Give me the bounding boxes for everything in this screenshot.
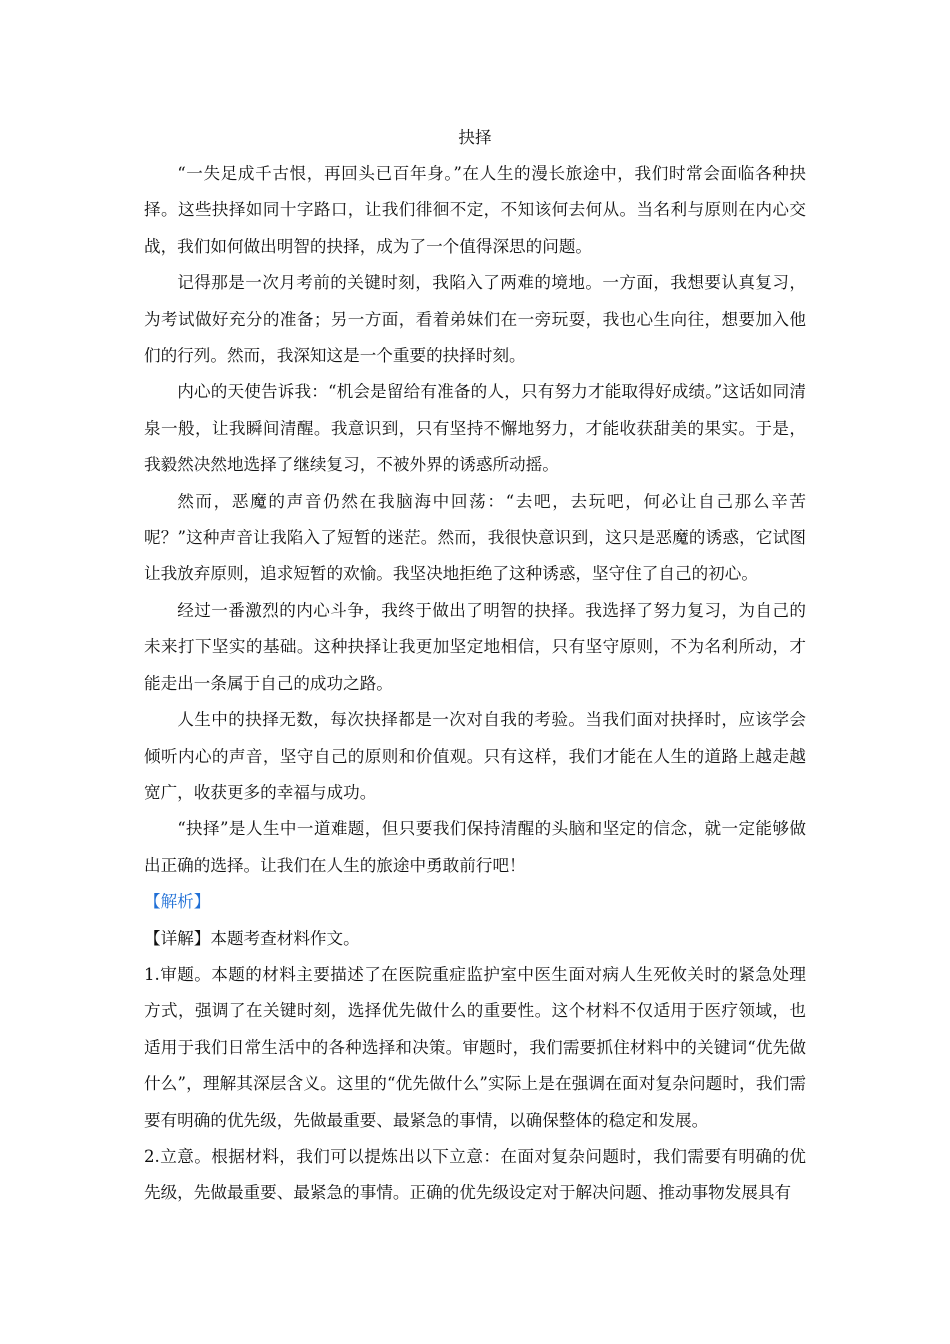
essay-paragraph: “一失足成千古恨，再回头已百年身。”在人生的漫长旅途中，我们时常会面临各种抉择。这些抉择如同十字路口，让我们徘徊不定，不知该何去何从。当名利与原则在内心交战，我们如何做出明智的抉择，成为了一个值得深思的问题。 bbox=[144, 164, 806, 256]
analysis-heading: 【解析】 bbox=[144, 892, 211, 912]
analysis-point: 2.立意。根据材料，我们可以提炼出以下立意：在面对复杂问题时，我们需要有明确的优先级，先做最重要、最紧急的事情。正确的优先级设定对于解决问题、推动事物发展具有 bbox=[144, 1146, 806, 1203]
analysis-detail: 【详解】本题考查材料作文。 bbox=[144, 928, 360, 948]
analysis-point: 1.审题。本题的材料主要描述了在医院重症监护室中医生面对病人生死攸关时的紧急处理方式，强调了在关键时刻，选择优先做什么的重要性。这个材料不仅适用于医疗领域，也适用于我们日常生活中的各种选择和决策。审题时，我们需要抓住材料中的关键词“优先做什么”，理解其深层含义。这里的“优先做什么”实际上是在强调在面对复杂问题时，我们需要有明确的优先级，先做最重要、最紧急的事情，以确保整体的稳定和发展。 bbox=[144, 964, 806, 1130]
essay-paragraph: 经过一番激烈的内心斗争，我终于做出了明智的抉择。我选择了努力复习，为自己的未来打下坚实的基础。这种抉择让我更加坚定地相信，只有坚守原则，不为名利所动，才能走出一条属于自己的成功之路。 bbox=[144, 600, 806, 693]
essay-paragraph: 内心的天使告诉我：“机会是留给有准备的人，只有努力才能取得好成绩。”这话如同清泉一般，让我瞬间清醒。我意识到，只有坚持不懈地努力，才能收获甜美的果实。于是，我毅然决然地选择了继续复习，不被外界的诱惑所动摇。 bbox=[144, 382, 806, 475]
essay-paragraph: 然而，恶魔的声音仍然在我脑海中回荡：“去吧，去玩吧，何必让自己那么辛苦呢？”这种声音让我陷入了短暂的迷茫。然而，我很快意识到，这只是恶魔的诱惑，它试图让我放弃原则，追求短暂的欢愉。我坚决地拒绝了这种诱惑，坚守住了自己的初心。 bbox=[144, 491, 806, 584]
essay-paragraph: 记得那是一次月考前的关键时刻，我陷入了两难的境地。一方面，我想要认真复习，为考试做好充分的准备；另一方面，看着弟妹们在一旁玩耍，我也心生向往，想要加入他们的行列。然而，我深知这是一个重要的抉择时刻。 bbox=[144, 273, 806, 366]
document-body bbox=[144, 120, 806, 1212]
essay-paragraph: 人生中的抉择无数，每次抉择都是一次对自我的考验。当我们面对抉择时，应该学会倾听内心的声音，坚守自己的原则和价值观。只有这样，我们才能在人生的道路上越走越宽广，收获更多的幸福与成功。 bbox=[144, 710, 806, 802]
analysis-section bbox=[144, 884, 806, 1212]
essay-body bbox=[144, 156, 806, 884]
essay-title: 抉择 bbox=[458, 128, 492, 147]
essay-paragraph: “抉择”是人生中一道难题，但只要我们保持清醒的头脑和坚定的信念，就一定能够做出正确的选择。让我们在人生的旅途中勇敢前行吧！ bbox=[144, 819, 806, 875]
